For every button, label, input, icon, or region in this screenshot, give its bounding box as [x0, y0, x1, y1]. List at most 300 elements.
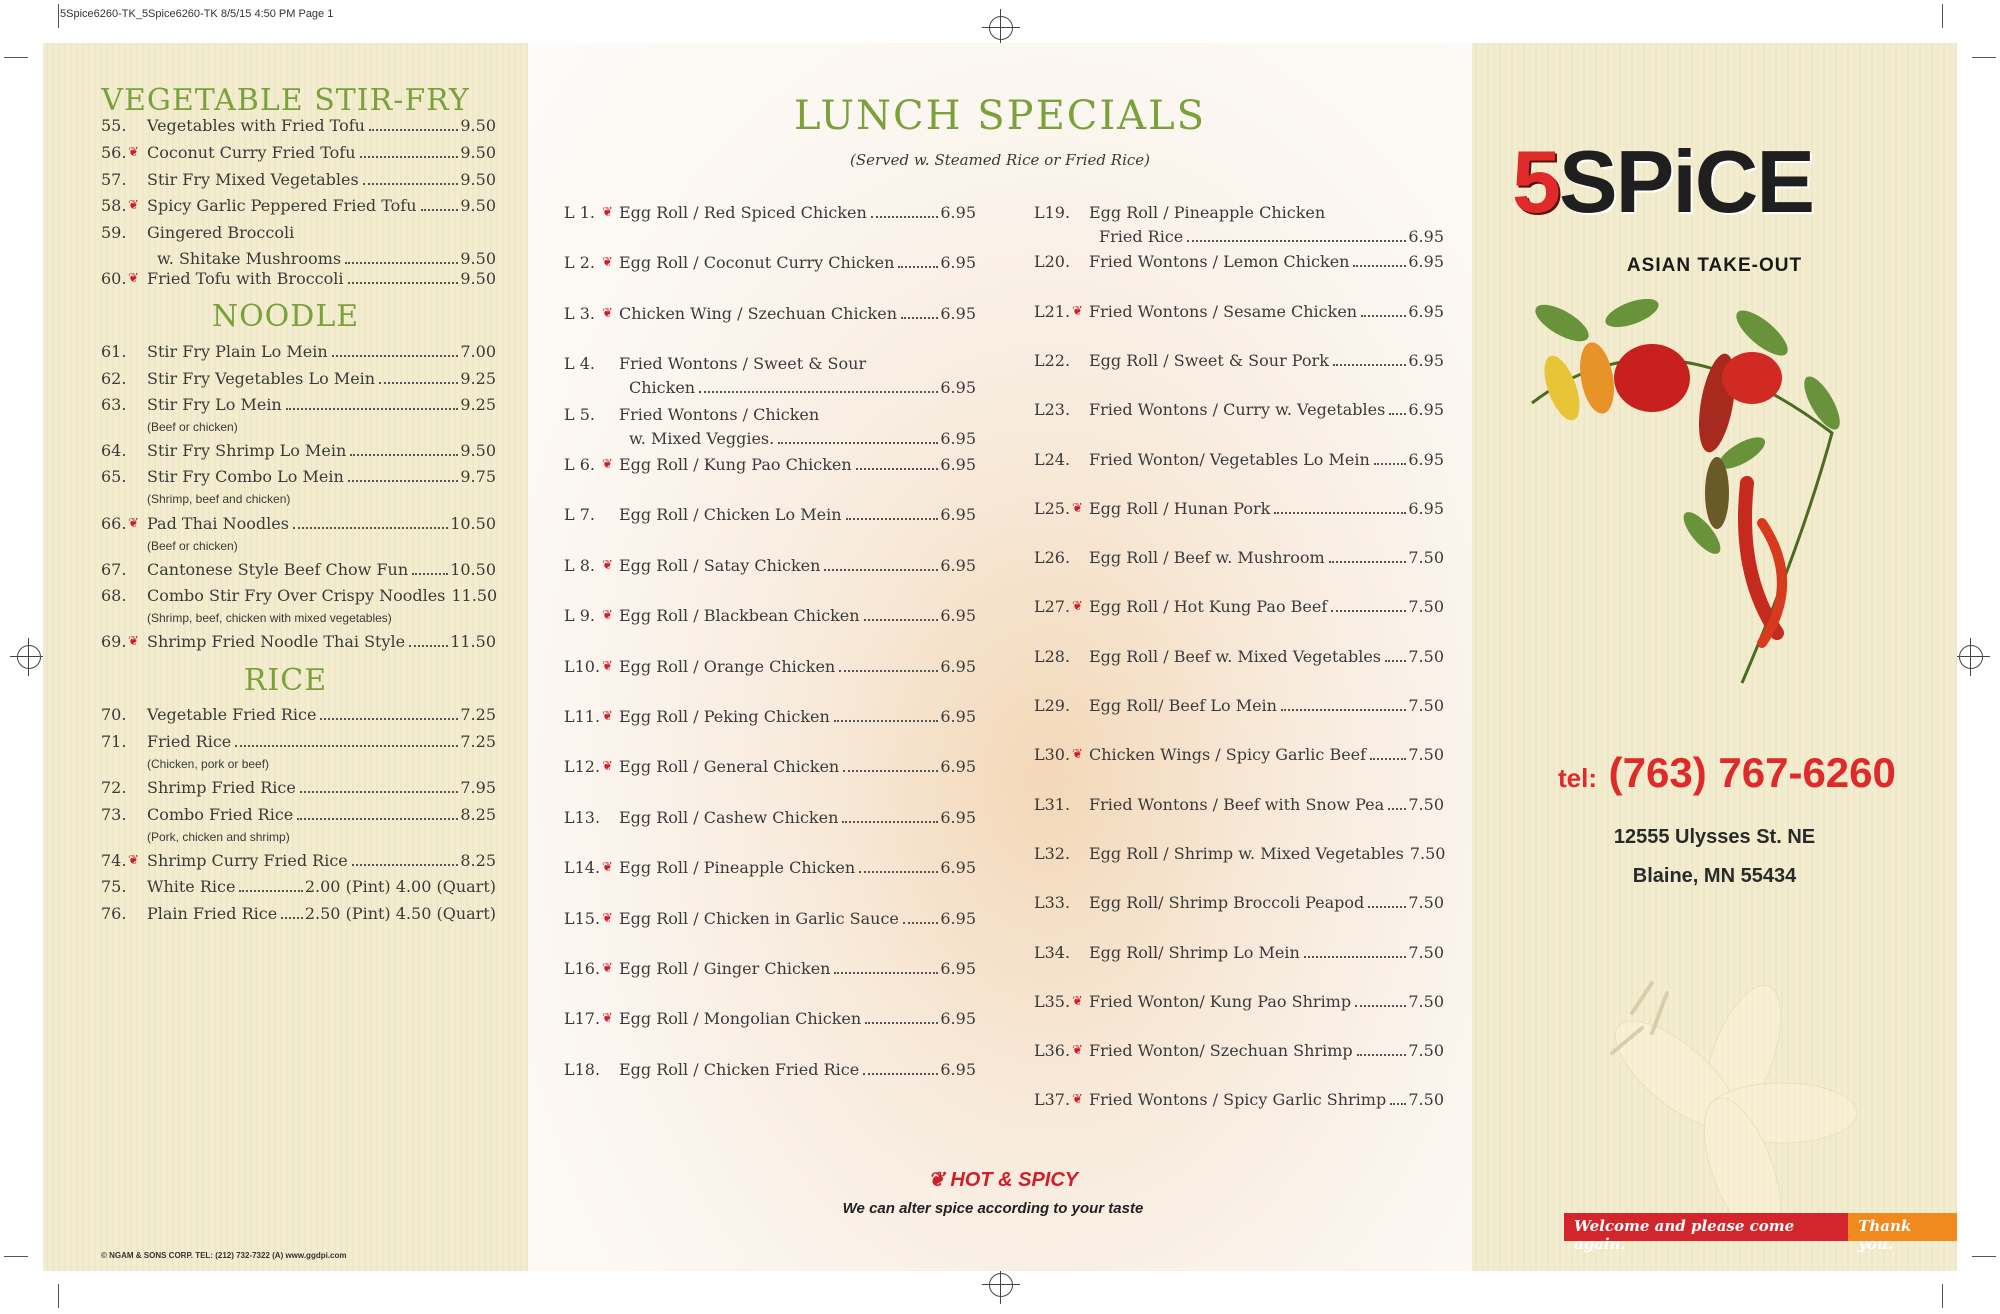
- item-number: 72.: [101, 778, 127, 797]
- brand-panel: [1472, 43, 1957, 1271]
- lunch-item: [564, 959, 976, 981]
- chili-pepper-icon: ❦: [602, 860, 613, 876]
- item-name: Egg Roll / Chicken Lo Mein: [619, 505, 842, 525]
- item-number: 76.: [101, 904, 127, 923]
- menu-item: [101, 560, 496, 582]
- chili-pepper-icon: ❦: [602, 205, 613, 220]
- chili-pepper-icon: ❦: [128, 516, 139, 531]
- item-price: 7.50: [1409, 843, 1446, 863]
- item-name: Egg Roll / Pineapple Chicken: [619, 858, 856, 878]
- item-price: 8.25: [460, 805, 496, 824]
- item-price: 6.95: [940, 1059, 976, 1079]
- item-price: 6.95: [940, 455, 976, 474]
- crop-mark: [1942, 1284, 1943, 1308]
- item-number: L16.: [564, 959, 601, 978]
- item-name: Egg Roll / Blackbean Chicken: [619, 606, 860, 626]
- item-name-line2: w. Mixed Veggies.: [629, 428, 775, 448]
- item-price: 7.50: [1408, 1090, 1444, 1110]
- item-note: (Pork, chicken and shrimp): [147, 830, 290, 844]
- item-price: 9.25: [460, 369, 496, 388]
- lunch-item: [1034, 252, 1444, 274]
- item-price: 6.95: [940, 656, 976, 676]
- lunch-item: [564, 253, 976, 275]
- lunch-item: [564, 858, 976, 880]
- lunch-item: [1034, 844, 1444, 866]
- item-number: L22.: [1034, 350, 1071, 370]
- chili-pepper-icon: ❦: [128, 145, 139, 160]
- item-number: L28.: [1034, 646, 1071, 666]
- chili-pepper-icon: ❦: [602, 457, 613, 472]
- chili-pepper-icon: ❦: [1072, 993, 1083, 1009]
- chili-pepper-icon: ❦: [602, 709, 613, 724]
- lunch-item: [1034, 351, 1444, 373]
- item-price: 6.95: [940, 858, 976, 878]
- chili-pepper-icon: ❦: [1072, 599, 1083, 615]
- item-price: 7.25: [460, 732, 496, 751]
- menu-item: [101, 732, 496, 776]
- hot-spicy-text: HOT & SPICY: [950, 1169, 1079, 1191]
- lunch-item: [1034, 302, 1444, 324]
- lunch-item: [1034, 400, 1444, 422]
- item-name: Fried Wonton/ Vegetables Lo Mein: [1089, 449, 1370, 469]
- item-number: L29.: [1034, 696, 1071, 715]
- restaurant-logo: [1512, 131, 1813, 233]
- item-price: 6.95: [1408, 252, 1444, 272]
- item-number: L24.: [1034, 449, 1071, 469]
- item-name: Vegetable Fried Rice: [147, 705, 317, 724]
- item-price: 6.95: [1408, 301, 1444, 321]
- item-number: 56.: [101, 143, 127, 162]
- menu-item: [101, 705, 496, 727]
- item-number: L 2.: [564, 253, 595, 273]
- chili-pepper-icon: ❦: [602, 255, 613, 271]
- item-price: 9.50: [460, 441, 496, 460]
- item-price: 6.95: [940, 908, 976, 928]
- chili-pepper-icon: ❦: [602, 658, 613, 674]
- lunch-item: [1034, 893, 1444, 915]
- item-number: L18.: [564, 1059, 601, 1079]
- item-name: Fried Wonton/ Szechuan Shrimp: [1089, 1041, 1353, 1061]
- item-number: 58.: [101, 196, 127, 215]
- item-number: 74.: [101, 851, 127, 870]
- item-name: Egg Roll / Red Spiced Chicken: [619, 203, 867, 222]
- item-price: 8.25: [460, 851, 496, 870]
- item-price: 7.00: [460, 342, 496, 361]
- chili-pepper-icon: ❦: [602, 759, 613, 775]
- item-number: 55.: [101, 116, 127, 135]
- lunch-item: [564, 203, 976, 225]
- item-price: 6.95: [940, 807, 976, 827]
- item-number: 66.: [101, 514, 127, 533]
- chili-peppers-illustration: [1502, 283, 1922, 703]
- crop-mark: [1972, 57, 1996, 58]
- item-name: Egg Roll / Ginger Chicken: [619, 959, 831, 978]
- lunch-item: [1034, 548, 1444, 570]
- item-name: Egg Roll / Sweet & Sour Pork: [1089, 350, 1329, 370]
- print-header: 5Spice6260-TK_5Spice6260-TK 8/5/15 4:50 PM Page 1: [60, 8, 334, 20]
- item-name: Egg Roll/ Shrimp Lo Mein: [1089, 942, 1300, 962]
- menu-item: [101, 441, 496, 463]
- item-price: 7.50: [1408, 696, 1444, 715]
- chili-pepper-icon: ❦: [128, 853, 139, 868]
- item-name: Egg Roll/ Shrimp Broccoli Peapod: [1089, 893, 1365, 913]
- lunch-item: [1034, 597, 1444, 619]
- item-name: Chicken Wings / Spicy Garlic Beef: [1089, 745, 1367, 765]
- item-name: Fried Wontons / Sesame Chicken: [1089, 301, 1358, 321]
- item-number: 75.: [101, 877, 127, 896]
- item-price: 9.75: [460, 467, 496, 486]
- lunch-item: [1034, 943, 1444, 965]
- item-number: 67.: [101, 560, 127, 579]
- spice-note: We can alter spice according to your taste: [842, 1200, 1144, 1217]
- menu-item: [101, 805, 496, 849]
- section-title: RICE: [243, 663, 328, 698]
- item-name: Egg Roll / Satay Chicken: [619, 555, 821, 575]
- menu-item: [101, 632, 496, 654]
- address-street: 12555 Ulysses St. NE: [1613, 826, 1816, 848]
- item-name: Fried Wontons / Curry w. Vegetables: [1089, 400, 1386, 420]
- menu-item: [101, 196, 496, 218]
- item-number: 62.: [101, 369, 127, 388]
- item-number: 65.: [101, 467, 127, 486]
- welcome-banner: [1564, 1213, 1957, 1253]
- item-price: 7.50: [1408, 991, 1444, 1011]
- item-price: 2.00 (Pint) 4.00 (Quart): [304, 877, 496, 896]
- item-price: 9.50: [460, 170, 496, 189]
- item-price: 9.25: [460, 395, 496, 414]
- menu-item: [101, 143, 496, 165]
- item-price: 6.95: [1408, 498, 1444, 518]
- item-name: Stir Fry Combo Lo Mein: [147, 467, 344, 486]
- item-name: Egg Roll/ Beef Lo Mein: [1089, 696, 1277, 715]
- menu-item: [101, 342, 496, 364]
- crop-mark: [1972, 1256, 1996, 1257]
- lunch-item: [564, 707, 976, 729]
- lunch-item: [564, 505, 976, 527]
- item-name: Egg Roll / Orange Chicken: [619, 656, 836, 676]
- item-price: 7.50: [1408, 597, 1444, 617]
- item-number: L 4.: [564, 354, 595, 374]
- menu-item: [101, 514, 496, 558]
- item-number: L32.: [1034, 843, 1071, 863]
- item-price: 9.50: [460, 143, 496, 162]
- item-name: Shrimp Curry Fried Rice: [147, 851, 348, 870]
- item-number: 73.: [101, 805, 127, 824]
- menu-item: [101, 269, 496, 291]
- item-price: 7.50: [1408, 548, 1444, 568]
- item-number: L17.: [564, 1009, 601, 1029]
- lunch-item: [564, 304, 976, 326]
- thank-you-text: Thank you.: [1848, 1213, 1957, 1241]
- lunch-item: [1034, 450, 1444, 472]
- item-number: 60.: [101, 269, 127, 288]
- item-price: 10.50: [450, 560, 496, 579]
- item-number: L11.: [564, 707, 601, 726]
- chili-pepper-icon: ❦: [128, 198, 139, 213]
- item-price: 7.25: [460, 705, 496, 724]
- item-price: 6.95: [940, 707, 976, 726]
- item-name: Combo Fried Rice: [147, 805, 294, 824]
- item-name: Egg Roll / Cashew Chicken: [619, 807, 839, 827]
- item-name: Fried Wontons / Spicy Garlic Shrimp: [1089, 1090, 1387, 1110]
- item-name: Egg Roll / Kung Pao Chicken: [619, 455, 852, 474]
- item-price: 6.95: [940, 253, 976, 273]
- menu-item: [101, 586, 496, 630]
- chili-pepper-icon: ❦: [1072, 1043, 1083, 1059]
- item-name: Egg Roll / Hunan Pork: [1089, 498, 1271, 518]
- item-price: 6.95: [940, 303, 976, 323]
- menu-item: [101, 778, 496, 800]
- lunch-item: [1034, 1041, 1444, 1063]
- lunch-item: [564, 354, 976, 398]
- lunch-specials-panel: [528, 43, 1472, 1271]
- logo-word: SPiCE: [1558, 132, 1814, 231]
- item-number: L31.: [1034, 794, 1071, 814]
- item-price: 9.50: [460, 196, 496, 215]
- item-name: Cantonese Style Beef Chow Fun: [147, 560, 409, 579]
- logo-number: 5: [1512, 132, 1559, 231]
- item-number: L 3.: [564, 303, 595, 323]
- item-name: Egg Roll / Hot Kung Pao Beef: [1089, 597, 1328, 617]
- item-price: 7.50: [1408, 646, 1444, 666]
- item-name-line2: w. Shitake Mushrooms: [157, 249, 342, 268]
- item-number: L 1.: [564, 203, 595, 222]
- item-price: 2.50 (Pint) 4.50 (Quart): [304, 904, 496, 923]
- item-price: 7.50: [1408, 942, 1444, 962]
- item-name: Fried Wontons / Chicken: [619, 404, 820, 424]
- lunch-item: [1034, 499, 1444, 521]
- item-number: 57.: [101, 170, 127, 189]
- item-number: L27.: [1034, 597, 1071, 617]
- item-name: Plain Fried Rice: [147, 904, 278, 923]
- item-name-line2: Fried Rice: [1099, 227, 1184, 246]
- item-price: 7.50: [1408, 745, 1444, 765]
- item-name: Egg Roll / Beef w. Mixed Vegetables: [1089, 646, 1381, 666]
- item-name: Fried Wontons / Lemon Chicken: [1089, 252, 1350, 272]
- menu-item: [101, 877, 496, 899]
- lunch-item: [564, 405, 976, 449]
- item-name: Shrimp Fried Noodle Thai Style: [147, 632, 406, 651]
- item-name: Stir Fry Shrimp Lo Mein: [147, 441, 347, 460]
- registration-mark-icon: [17, 645, 41, 669]
- lunch-item: [564, 455, 976, 477]
- item-price: 6.95: [940, 555, 976, 575]
- item-name: White Rice: [147, 877, 236, 896]
- item-number: L13.: [564, 807, 601, 827]
- item-name: Fried Wontons / Beef with Snow Pea: [1089, 794, 1385, 814]
- item-name: Stir Fry Lo Mein: [147, 395, 282, 414]
- item-number: L36.: [1034, 1041, 1071, 1061]
- item-price: 6.95: [940, 757, 976, 777]
- chili-pepper-icon: ❦: [1072, 500, 1083, 516]
- chili-pepper-icon: ❦: [602, 608, 613, 624]
- lunch-item: [564, 808, 976, 830]
- item-number: L12.: [564, 757, 601, 777]
- lunch-item: [564, 1060, 976, 1082]
- chili-pepper-icon: ❦: [928, 1169, 951, 1191]
- item-name: Pad Thai Noodles: [147, 514, 289, 533]
- item-name: Egg Roll / Beef w. Mushroom: [1089, 548, 1325, 568]
- menu-item: [101, 851, 496, 873]
- crop-mark: [4, 57, 28, 58]
- chili-pepper-icon: ❦: [602, 961, 613, 976]
- chili-pepper-icon: ❦: [1072, 1092, 1083, 1108]
- section-title: VEGETABLE STIR-FRY: [101, 83, 470, 118]
- item-note: (Beef or chicken): [147, 420, 238, 434]
- item-number: 64.: [101, 441, 127, 460]
- item-number: 63.: [101, 395, 127, 414]
- item-note: (Shrimp, beef, chicken with mixed vegetables): [147, 611, 392, 625]
- item-price: 6.95: [940, 505, 976, 525]
- item-name: Egg Roll / Mongolian Chicken: [619, 1009, 862, 1029]
- chili-pepper-icon: ❦: [128, 271, 139, 286]
- item-number: L34.: [1034, 942, 1071, 962]
- item-number: 68.: [101, 586, 127, 605]
- menu-item: [101, 467, 496, 511]
- item-number: L33.: [1034, 893, 1071, 913]
- lunch-item: [1034, 696, 1444, 718]
- lunch-item: [564, 909, 976, 931]
- registration-mark-icon: [989, 1273, 1013, 1297]
- section-title: NOODLE: [211, 299, 360, 334]
- hot-spicy-label: [928, 1167, 1078, 1192]
- tel-number: (763) 767-6260: [1608, 749, 1896, 796]
- item-name: Coconut Curry Fried Tofu: [147, 143, 356, 162]
- menu-item: [101, 395, 496, 439]
- item-number: 70.: [101, 705, 127, 724]
- item-name: Egg Roll / General Chicken: [619, 757, 840, 777]
- item-number: L30.: [1034, 745, 1071, 765]
- item-number: 71.: [101, 732, 127, 751]
- menu-item: [101, 223, 496, 267]
- chili-pepper-icon: ❦: [602, 1011, 613, 1027]
- chili-pepper-icon: ❦: [1072, 303, 1083, 319]
- menu-item: [101, 904, 496, 926]
- lunch-item: [564, 657, 976, 679]
- item-name: Fried Tofu with Broccoli: [147, 269, 344, 288]
- lunch-item: [564, 556, 976, 578]
- lunch-specials-title: LUNCH SPECIALS: [793, 93, 1207, 139]
- menu-item: [101, 369, 496, 391]
- tel-label: tel:: [1558, 763, 1597, 793]
- item-number: L 9.: [564, 606, 595, 626]
- item-note: (Shrimp, beef and chicken): [147, 492, 291, 506]
- item-name: Egg Roll / Shrimp w. Mixed Vegetables: [1089, 843, 1404, 863]
- item-name: Shrimp Fried Rice: [147, 778, 296, 797]
- item-name: Egg Roll / Pineapple Chicken: [1089, 203, 1326, 222]
- item-note: (Beef or chicken): [147, 539, 238, 553]
- item-name: Stir Fry Vegetables Lo Mein: [147, 369, 376, 388]
- item-number: L23.: [1034, 400, 1071, 420]
- item-number: L10.: [564, 656, 601, 676]
- item-number: L37.: [1034, 1090, 1071, 1110]
- address-city: Blaine, MN 55434: [1632, 865, 1797, 887]
- item-price: 7.95: [460, 778, 496, 797]
- item-number: L 5.: [564, 404, 595, 424]
- item-price: 7.50: [1408, 1041, 1444, 1061]
- left-menu-panel: [43, 43, 528, 1271]
- lunch-item: [564, 757, 976, 779]
- item-price: 7.50: [1408, 893, 1444, 913]
- item-number: L 6.: [564, 455, 595, 474]
- item-number: 69.: [101, 632, 127, 651]
- item-price: 9.50: [460, 269, 496, 288]
- item-name: Fried Rice: [147, 732, 232, 751]
- lunch-item: [564, 1009, 976, 1031]
- item-price: 6.95: [940, 378, 976, 398]
- lunch-item: [1034, 203, 1444, 247]
- phone-number: [1558, 749, 1896, 797]
- item-name: Chicken Wing / Szechuan Chicken: [619, 303, 898, 323]
- chili-pepper-icon: ❦: [602, 557, 613, 573]
- item-name: Spicy Garlic Peppered Fried Tofu: [147, 196, 417, 215]
- crop-mark: [58, 4, 59, 28]
- item-number: L21.: [1034, 301, 1071, 321]
- chili-pepper-icon: ❦: [602, 910, 613, 926]
- item-number: 59.: [101, 223, 127, 242]
- item-name: Fried Wontons / Sweet & Sour: [619, 354, 867, 374]
- item-price: 6.95: [1408, 400, 1444, 420]
- item-price: 6.95: [1408, 227, 1444, 246]
- item-number: L20.: [1034, 252, 1071, 272]
- item-number: L14.: [564, 858, 601, 878]
- item-number: L26.: [1034, 548, 1071, 568]
- printer-copyright: © NGAM & SONS CORP. TEL: (212) 732-7322 (A) www.ggdpi.com: [101, 1251, 347, 1260]
- item-price: 9.50: [460, 249, 496, 268]
- chili-pepper-icon: ❦: [602, 305, 613, 321]
- item-price: 11.50: [450, 632, 496, 651]
- lunch-item: [1034, 795, 1444, 817]
- crop-mark: [58, 1284, 59, 1308]
- welcome-text: Welcome and please come again.: [1564, 1213, 1848, 1241]
- lunch-item: [564, 606, 976, 628]
- item-price: 9.50: [460, 116, 496, 135]
- crop-mark: [4, 1256, 28, 1257]
- lily-flower-decoration: [1572, 973, 1872, 1253]
- crop-mark: [1942, 4, 1943, 28]
- item-price: 6.95: [940, 606, 976, 626]
- item-price: 11.50: [451, 586, 498, 605]
- chili-pepper-icon: ❦: [1072, 747, 1083, 763]
- item-name-line2: Chicken: [629, 378, 696, 398]
- item-price: 6.95: [1408, 350, 1444, 370]
- item-price: 6.95: [1408, 449, 1444, 469]
- lunch-specials-subtitle: (Served w. Steamed Rice or Fried Rice): [849, 151, 1151, 169]
- registration-mark-icon: [989, 16, 1013, 40]
- item-number: L35.: [1034, 991, 1071, 1011]
- item-name: Stir Fry Plain Lo Mein: [147, 342, 328, 361]
- item-number: L25.: [1034, 498, 1071, 518]
- item-price: 7.50: [1408, 794, 1444, 814]
- item-price: 6.95: [940, 1009, 976, 1029]
- item-number: L19.: [1034, 203, 1071, 222]
- item-price: 6.95: [940, 203, 976, 222]
- item-name: Egg Roll / Chicken Fried Rice: [619, 1059, 860, 1079]
- item-name: Gingered Broccoli: [147, 223, 295, 242]
- lunch-item: [1034, 745, 1444, 767]
- item-number: L 7.: [564, 505, 595, 525]
- item-price: 6.95: [940, 428, 976, 448]
- item-name: Stir Fry Mixed Vegetables: [147, 170, 359, 189]
- chili-pepper-icon: ❦: [128, 634, 139, 649]
- item-price: 10.50: [450, 514, 496, 533]
- lunch-item: [1034, 1090, 1444, 1112]
- lunch-item: [1034, 647, 1444, 669]
- item-name: Combo Stir Fry Over Crispy Noodles: [147, 586, 446, 605]
- item-note: (Chicken, pork or beef): [147, 757, 270, 771]
- item-number: L15.: [564, 908, 601, 928]
- item-name: Fried Wonton/ Kung Pao Shrimp: [1089, 991, 1352, 1011]
